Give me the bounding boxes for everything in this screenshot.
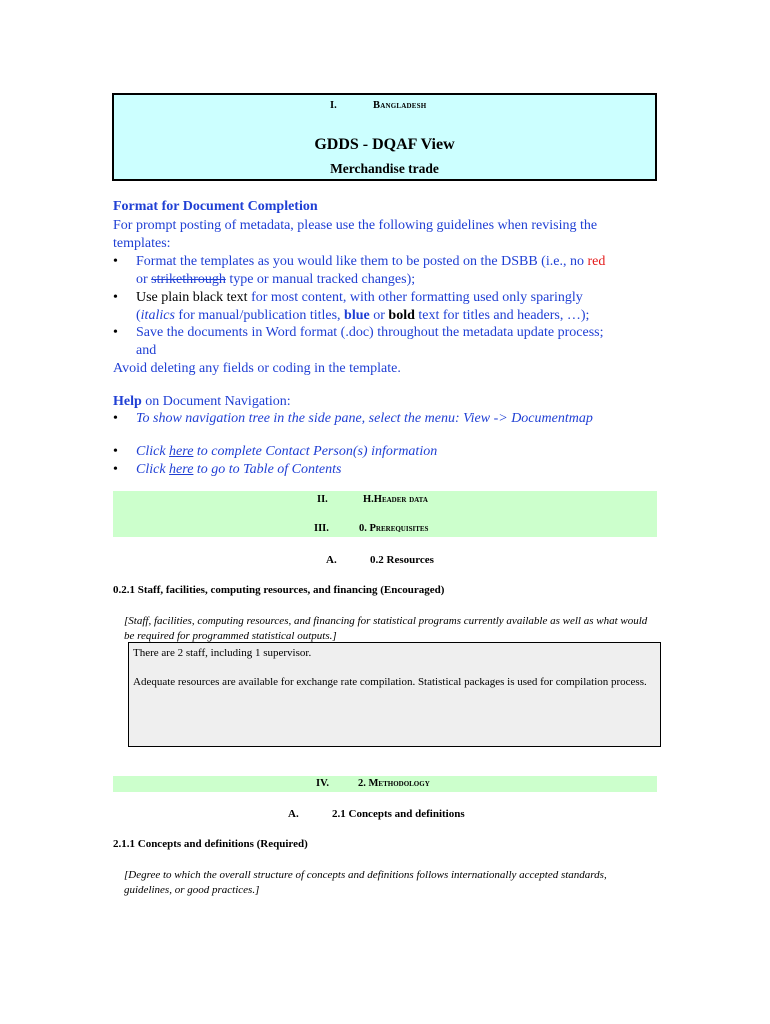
section-title: 2. Methodology bbox=[358, 778, 430, 789]
subsection-number: A. bbox=[288, 808, 299, 820]
subsection-number: A. bbox=[326, 554, 337, 566]
toc-text-post: to go to Table of Contents bbox=[193, 462, 342, 477]
bullet-icon: • bbox=[113, 444, 118, 459]
bullet-2-text-3: text for titles and headers, …); bbox=[414, 308, 590, 323]
contact-here-link[interactable]: here bbox=[169, 444, 194, 459]
plain-black-text: Use plain black text bbox=[136, 290, 248, 305]
subsection-title-concepts: 2.1 Concepts and definitions bbox=[332, 808, 465, 820]
format-heading: Format for Document Completion bbox=[113, 199, 318, 214]
help-heading bbox=[113, 393, 291, 411]
bullet-icon: • bbox=[113, 254, 118, 269]
toc-here-link[interactable]: here bbox=[169, 462, 194, 477]
answer-paragraph-1: There are 2 staff, including 1 supervisor. bbox=[133, 647, 312, 659]
bullet-2-text: for most content, with other formatting used only sparingly bbox=[247, 290, 583, 305]
avoid-deleting-text: Avoid deleting any fields or coding in the template. bbox=[113, 361, 401, 376]
answer-text-field[interactable] bbox=[128, 642, 661, 747]
bullet-icon: • bbox=[113, 411, 118, 426]
section-number: IV. bbox=[316, 778, 329, 789]
help-nav-text: To show navigation tree in the side pane, select the menu: View -> Documentmap bbox=[136, 411, 593, 426]
format-intro-line2: templates: bbox=[113, 236, 171, 251]
title-box bbox=[112, 93, 657, 181]
bullet-3-text-2: and bbox=[136, 343, 157, 358]
bullet-1-text-2: or bbox=[136, 272, 152, 287]
bullet-2-or: or bbox=[369, 308, 389, 323]
country-section-number: I. bbox=[330, 100, 337, 111]
red-sample-text: red bbox=[587, 254, 606, 269]
subsection-title-resources: 0.2 Resources bbox=[370, 554, 434, 566]
answer-paragraph-2: Adequate resources are available for exchange rate compilation. Statistical packages is used for compilation process. bbox=[133, 676, 647, 688]
section-title: H.Header data bbox=[363, 494, 428, 505]
italics-sample-text: italics bbox=[140, 308, 175, 323]
help-word: Help bbox=[113, 394, 142, 409]
document-title: GDDS - DQAF View bbox=[314, 136, 455, 153]
bullet-2-text-2: for manual/publication titles, bbox=[174, 308, 345, 323]
blue-sample-text: blue bbox=[344, 308, 370, 323]
contact-text-pre: Click bbox=[136, 444, 170, 459]
bullet-1-text: Format the templates as you would like them to be posted on the DSBB (i.e., no bbox=[136, 254, 588, 269]
help-heading-rest: on Document Navigation: bbox=[141, 394, 291, 409]
item-heading-211: 2.1.1 Concepts and definitions (Required) bbox=[113, 838, 308, 850]
bullet-3-text: Save the documents in Word format (.doc) throughout the metadata update process; bbox=[136, 325, 604, 340]
toc-text-pre: Click bbox=[136, 462, 170, 477]
contact-text-post: to complete Contact Person(s) information bbox=[193, 444, 438, 459]
section-methodology-band bbox=[113, 776, 657, 792]
section-number: III. bbox=[314, 523, 329, 534]
bold-sample-text: bold bbox=[388, 308, 415, 323]
bullet-2-paren: ( bbox=[136, 308, 141, 323]
instruction-211: [Degree to which the overall structure of concepts and definitions follows internationally accepted standards, guidelines, or good practices.] bbox=[124, 869, 607, 896]
section-number: II. bbox=[317, 494, 328, 505]
country-name: Bangladesh bbox=[373, 100, 427, 111]
bullet-1-text-3: type or manual tracked changes); bbox=[225, 272, 416, 287]
bullet-icon: • bbox=[113, 290, 118, 305]
format-intro-line1: For prompt posting of metadata, please use the following guidelines when revising the bbox=[113, 218, 598, 233]
document-subtitle: Merchandise trade bbox=[330, 161, 439, 176]
strikethrough-sample-text: strikethrough bbox=[151, 272, 226, 287]
instruction-021: [Staff, facilities, computing resources, and financing for statistical programs currently available as well as what would be required for programmed statistical outputs.] bbox=[124, 615, 648, 642]
section-title: 0. Prerequisites bbox=[359, 523, 429, 534]
bullet-icon: • bbox=[113, 325, 118, 340]
bullet-icon: • bbox=[113, 462, 118, 477]
item-heading-021: 0.2.1 Staff, facilities, computing resources, and financing (Encouraged) bbox=[113, 584, 445, 596]
section-header-band bbox=[113, 491, 657, 537]
